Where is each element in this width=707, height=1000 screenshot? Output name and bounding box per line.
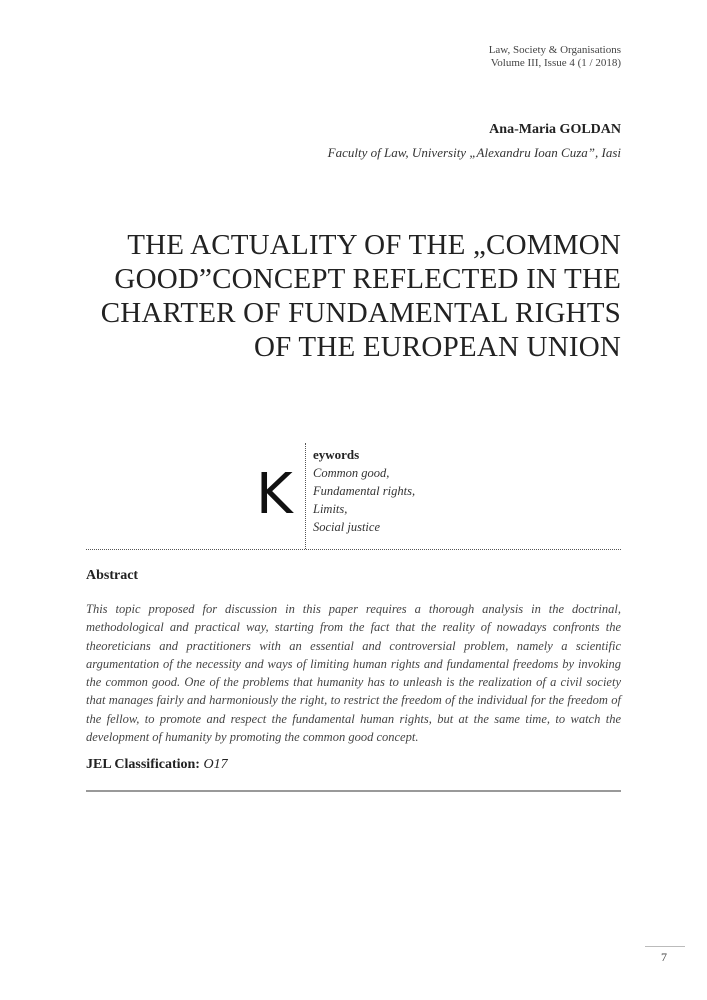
abstract-heading: Abstract — [86, 568, 139, 583]
title-line: THE ACTUALITY OF THE „COMMON — [127, 229, 621, 261]
keyword-item: Common good, — [313, 466, 390, 480]
author-name: Ana-Maria GOLDAN — [489, 122, 621, 137]
jel-classification — [86, 757, 228, 773]
keyword-item: Fundamental rights, — [313, 484, 416, 498]
running-header — [489, 44, 621, 70]
title-line: GOOD”CONCEPT REFLECTED IN THE — [114, 263, 621, 295]
title-line: CHARTER OF FUNDAMENTAL RIGHTS — [100, 297, 621, 329]
issue-info: Volume III, Issue 4 (1 / 2018) — [490, 57, 621, 69]
keyword-item: Social justice — [313, 520, 380, 534]
author-affiliation: Faculty of Law, University „Alexandru Ioan Cuza”, Iasi — [327, 145, 621, 160]
page-number-rule — [645, 946, 685, 947]
keywords-divider — [305, 443, 306, 549]
jel-code: O17 — [203, 757, 228, 772]
author-block — [328, 121, 621, 162]
title-line: OF THE EUROPEAN UNION — [254, 331, 621, 363]
journal-name: Law, Society & Organisations — [488, 44, 621, 56]
abstract-text: This topic proposed for discussion in this paper requires a thorough analysis in the doctrinal, methodological and practical way, starting from the fact that the reality of nowadays confronts the theoreticians and practitioners with an essential and controversial problem, namely a scientific argumentation of the necessity and ways of limiting human rights and fundamental freedoms by invoking the common good. One of the problems that humanity has to unleash is the realization of a civil society that manages fairly and harmoniously the right, to restrict the freedom of the individual for the freedom of the fellow, to promote and respect the fundamental human rights, but at the same time, to watch the development of humanity by promoting the common good concept. — [86, 602, 621, 745]
content-end-rule — [86, 790, 621, 792]
keywords-block — [313, 446, 415, 536]
keywords-title: eywords — [313, 447, 360, 462]
jel-label: JEL Classification: — [86, 757, 200, 772]
page-number: 7 — [661, 950, 667, 964]
section-divider — [86, 549, 621, 550]
keywords-drop-letter: K — [256, 462, 293, 527]
paper-title — [81, 228, 621, 364]
keyword-item: Limits, — [313, 502, 348, 516]
